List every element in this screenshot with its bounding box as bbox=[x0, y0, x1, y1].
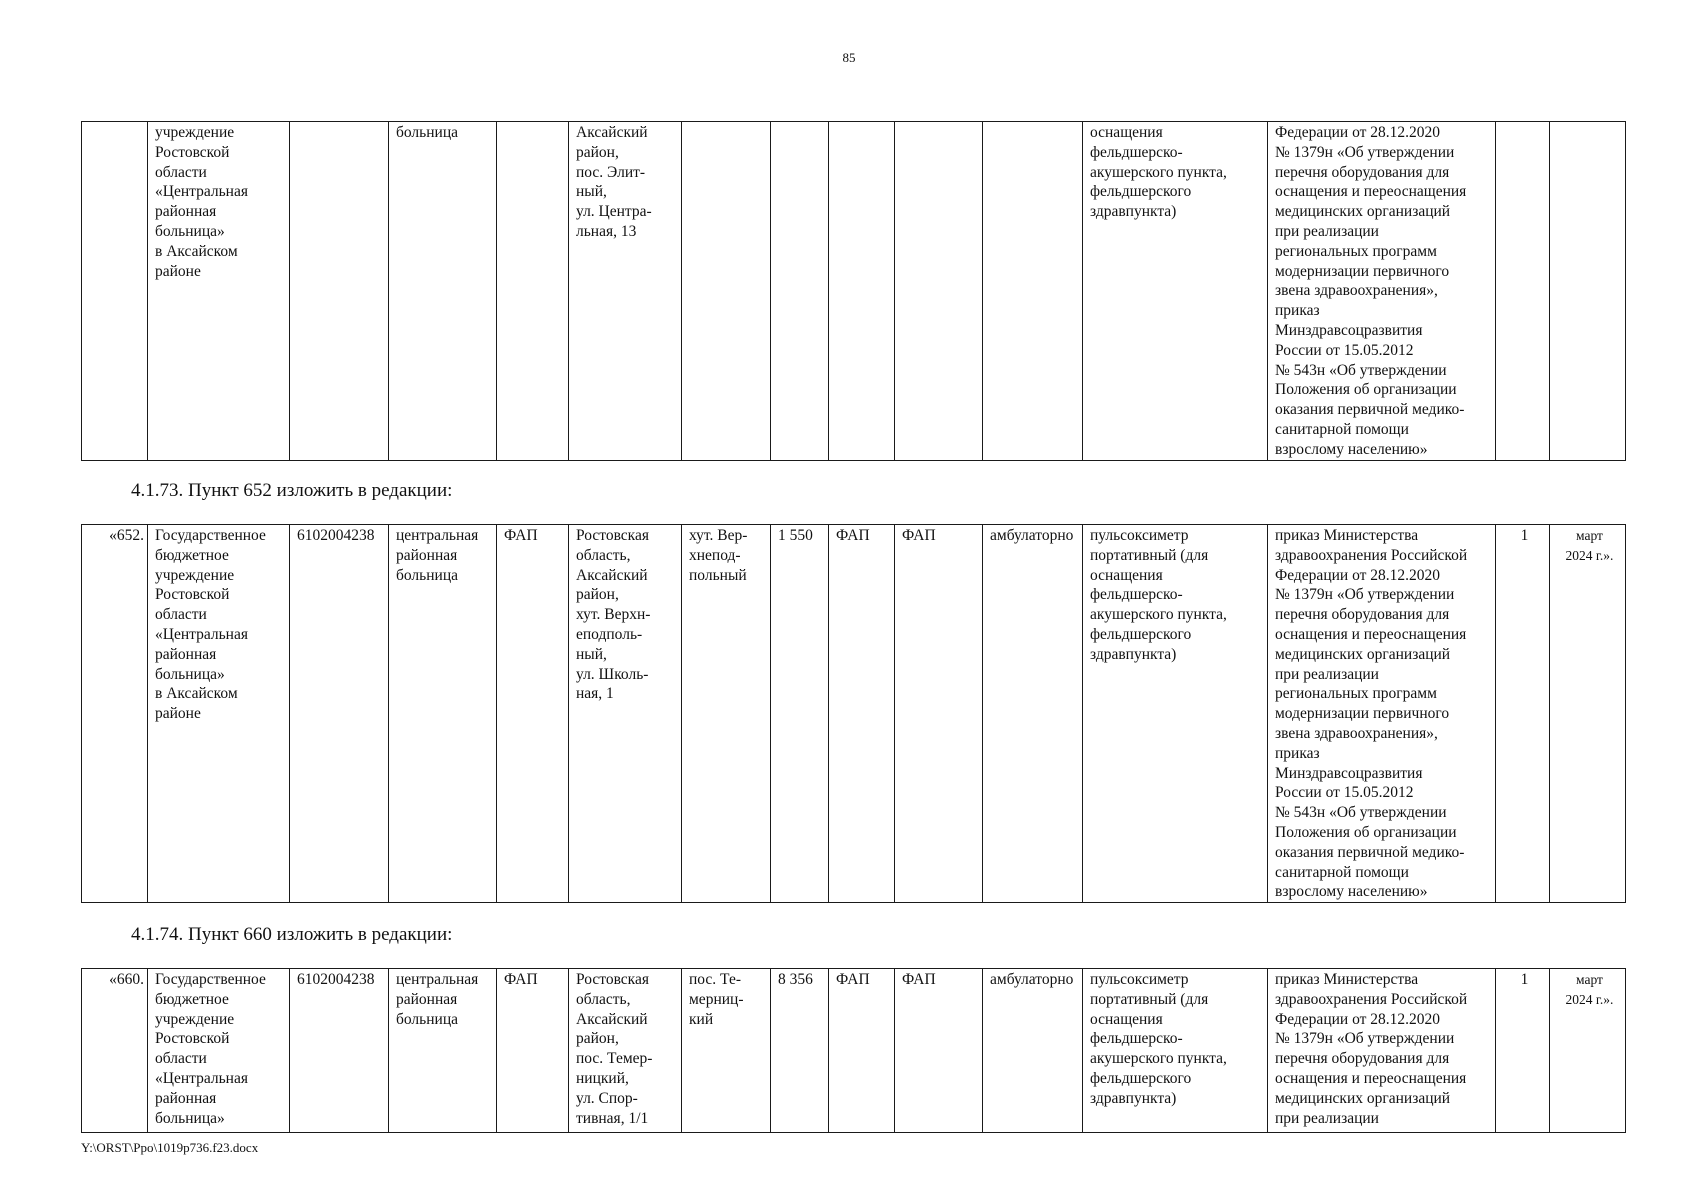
file-path-footer: Y:\ORST\Ppo\1019p736.f23.docx bbox=[81, 1140, 259, 1155]
cell-kind-a: ФАП bbox=[829, 525, 895, 903]
table-row bbox=[82, 122, 1626, 461]
table-continuation bbox=[81, 121, 1626, 461]
cell-equipment: пульсоксиметр портативный (для оснащения фельдшерско- акушерского пункта, фельдшерского здравпункта) bbox=[1083, 525, 1268, 903]
cell-basis: Федерации от 28.12.2020 № 1379н «Об утверждении перечня оборудования для оснащения и переоснащения медицинских организаций при реализации региональных программ модернизации первичного звена здравоохранения», приказ Минздравсоцразвития России от 15.05.2012 № 543н «Об утверждении Положения об организации оказания первичной медико- санитарной помощи взрослому населению» bbox=[1268, 122, 1496, 461]
cell-settlement: хут. Вер- хнепод- польный bbox=[682, 525, 771, 903]
cell-equipment: оснащения фельдшерско- акушерского пункта, фельдшерского здравпункта) bbox=[1083, 122, 1268, 461]
cell-unit bbox=[497, 122, 569, 461]
cell-population: 1 550 bbox=[771, 525, 829, 903]
table-item-660 bbox=[81, 968, 1626, 1133]
cell-address: Ростовская область, Аксайский район, пос. Темер- ницкий, ул. Спор- тивная, 1/1 bbox=[569, 969, 682, 1133]
cell-care-condition bbox=[983, 122, 1083, 461]
cell-type: больница bbox=[389, 122, 497, 461]
cell-quantity bbox=[1496, 122, 1550, 461]
cell-kind-a bbox=[829, 122, 895, 461]
table-row bbox=[82, 525, 1626, 903]
cell-equipment: пульсоксиметр портативный (для оснащения фельдшерско- акушерского пункта, фельдшерского здравпункта) bbox=[1083, 969, 1268, 1133]
table-row bbox=[82, 969, 1626, 1133]
cell-type: центральная районная больница bbox=[389, 525, 497, 903]
cell-population bbox=[771, 122, 829, 461]
cell-unit: ФАП bbox=[497, 969, 569, 1133]
table-item-652 bbox=[81, 524, 1626, 903]
cell-kind-a: ФАП bbox=[829, 969, 895, 1133]
section-heading-4-1-73: 4.1.73. Пункт 652 изложить в редакции: bbox=[131, 480, 453, 501]
page-number: 85 bbox=[842, 50, 856, 65]
cell-inn: 6102004238 bbox=[290, 525, 389, 903]
cell-address: Аксайский район, пос. Элит- ный, ул. Центра- льная, 13 bbox=[569, 122, 682, 461]
cell-settlement bbox=[682, 122, 771, 461]
cell-quantity: 1 bbox=[1496, 525, 1550, 903]
cell-quantity: 1 bbox=[1496, 969, 1550, 1133]
cell-number: «660. bbox=[82, 969, 148, 1133]
cell-kind-b: ФАП bbox=[895, 525, 983, 903]
cell-basis: приказ Министерства здравоохранения Российской Федерации от 28.12.2020 № 1379н «Об утверждении перечня оборудования для оснащения и переоснащения медицинских организаций при реализации bbox=[1268, 969, 1496, 1133]
cell-kind-b bbox=[895, 122, 983, 461]
cell-care-condition: амбулаторно bbox=[983, 969, 1083, 1133]
section-heading-4-1-74: 4.1.74. Пункт 660 изложить в редакции: bbox=[131, 924, 453, 945]
cell-number bbox=[82, 122, 148, 461]
cell-basis: приказ Министерства здравоохранения Российской Федерации от 28.12.2020 № 1379н «Об утверждении перечня оборудования для оснащения и переоснащения медицинских организаций при реализации региональных программ модернизации первичного звена здравоохранения», приказ Минздравсоцразвития России от 15.05.2012 № 543н «Об утверждении Положения об организации оказания первичной медико- санитарной помощи взрослому населению» bbox=[1268, 525, 1496, 903]
cell-organization: учреждение Ростовской области «Центральная районная больница» в Аксайском районе bbox=[148, 122, 290, 461]
cell-type: центральная районная больница bbox=[389, 969, 497, 1133]
cell-deadline: март 2024 г.». bbox=[1550, 969, 1626, 1133]
cell-organization: Государственное бюджетное учреждение Ростовской области «Центральная районная больница» bbox=[148, 969, 290, 1133]
cell-inn bbox=[290, 122, 389, 461]
cell-care-condition: амбулаторно bbox=[983, 525, 1083, 903]
cell-number: «652. bbox=[82, 525, 148, 903]
cell-population: 8 356 bbox=[771, 969, 829, 1133]
cell-deadline bbox=[1550, 122, 1626, 461]
cell-organization: Государственное бюджетное учреждение Ростовской области «Центральная районная больница» в Аксайском районе bbox=[148, 525, 290, 903]
cell-settlement: пос. Те- мерниц- кий bbox=[682, 969, 771, 1133]
cell-inn: 6102004238 bbox=[290, 969, 389, 1133]
cell-kind-b: ФАП bbox=[895, 969, 983, 1133]
cell-deadline: март 2024 г.». bbox=[1550, 525, 1626, 903]
cell-unit: ФАП bbox=[497, 525, 569, 903]
cell-address: Ростовская область, Аксайский район, хут. Верхн- еподполь- ный, ул. Школь- ная, 1 bbox=[569, 525, 682, 903]
